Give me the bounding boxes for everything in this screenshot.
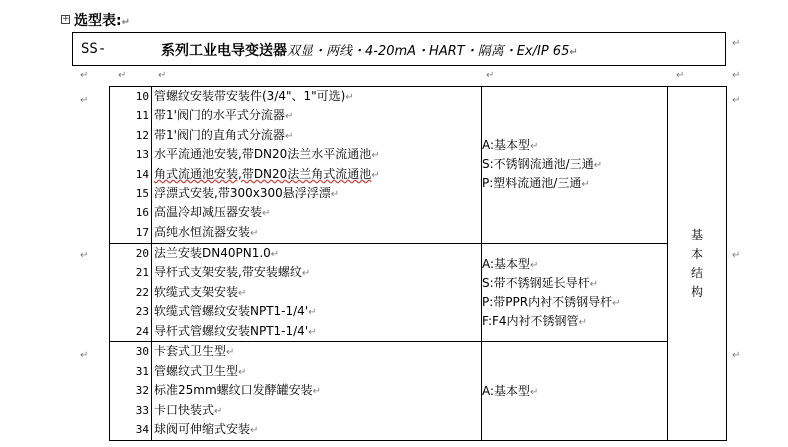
code-number: 12: [135, 128, 149, 142]
structure-label: 构: [690, 284, 703, 299]
mounting-description: 标准25mm螺纹口发酵罐安装↵: [154, 383, 322, 398]
option-item: A:基本型↵: [482, 138, 539, 153]
mounting-description: 管螺纹式卫生型↵: [154, 363, 247, 378]
code-number: 33: [135, 403, 149, 417]
paragraph-mark: ↵: [80, 350, 89, 361]
table-row: [110, 243, 727, 342]
paragraph-mark: ↵: [486, 70, 495, 81]
structure-label: 基: [690, 227, 703, 242]
mounting-description: 球阀可伸缩式安装↵: [154, 422, 259, 437]
mounting-description: 带1'阀门的直角式分流器↵: [154, 127, 294, 142]
paragraph-mark: ↵: [732, 70, 741, 81]
description-cell: [152, 87, 482, 244]
paragraph-mark: ↵: [80, 250, 89, 261]
mounting-description: 软缆式支架安装↵: [154, 284, 247, 299]
code-number: 13: [135, 148, 149, 162]
structure-cell: [668, 87, 727, 441]
table-move-handle-icon[interactable]: +: [62, 14, 70, 24]
product-features: 双显・两线・4-20mA・HART・隔离・Ex/IP 65: [287, 44, 570, 59]
mounting-description: 水平流通池安装,带DN20法兰水平流通池↵: [154, 147, 380, 162]
paragraph-mark: ↵: [676, 70, 685, 81]
paragraph-mark: ↵: [80, 70, 89, 81]
options-cell: [482, 342, 668, 441]
table-row: [110, 342, 727, 441]
paragraph-mark: ↵: [732, 38, 741, 49]
mounting-description: 高温冷却减压器安装↵: [154, 205, 271, 220]
code-number: 11: [135, 109, 149, 123]
section-heading: 选型表:↵: [74, 13, 130, 29]
paragraph-mark: ↵: [732, 350, 741, 361]
mounting-description: 管螺纹安装带安装件(3/4"、1"可选)↵: [154, 89, 354, 103]
mounting-description: 导杆式支架安装,带安装螺纹↵: [154, 265, 311, 280]
mounting-description: 导杆式管螺纹安装NPT1-1/4'↵: [154, 323, 317, 338]
paragraph-mark: ↵: [732, 250, 741, 261]
code-number: 34: [135, 423, 149, 437]
mounting-description: 卡套式卫生型↵: [154, 344, 235, 359]
option-item: P:带PPR内衬不锈钢导杆↵: [482, 294, 621, 309]
code-number: 20: [135, 246, 149, 260]
product-title-box: [72, 32, 726, 66]
code-cell: [110, 342, 152, 441]
option-item: S:不锈钢流通池/三通↵: [482, 157, 603, 172]
code-cell: [110, 243, 152, 342]
paragraph-mark: ↵: [732, 95, 741, 106]
product-title: 系列工业电导变送器双显・两线・4-20mA・HART・隔离・Ex/IP 65↵: [161, 43, 578, 59]
description-cell: [152, 342, 482, 441]
option-item: P:塑料流通池/三通↵: [482, 176, 590, 191]
code-cell: [110, 87, 152, 244]
code-number: 30: [135, 345, 149, 359]
paragraph-mark: ↵: [118, 70, 127, 81]
structure-label: 本: [690, 246, 703, 261]
code-number: 15: [135, 186, 149, 200]
description-cell: [152, 243, 482, 342]
mounting-description: 浮漂式安装,带300x300悬浮浮漂↵: [154, 185, 340, 200]
paragraph-mark: ↵: [158, 70, 167, 81]
code-number: 31: [135, 364, 149, 378]
structure-label: 结: [690, 265, 703, 280]
option-item: F:F4内衬不锈钢管↵: [482, 313, 587, 328]
code-number: 22: [135, 285, 149, 299]
paragraph-mark: ↵: [80, 95, 89, 106]
code-number: 16: [135, 206, 149, 220]
code-number: 24: [135, 324, 149, 338]
mounting-description: 带1'阀门的水平式分流器↵: [154, 108, 294, 123]
options-cell: [482, 243, 668, 342]
selection-table: [109, 86, 727, 441]
option-item: A:基本型↵: [482, 383, 539, 398]
option-item: A:基本型↵: [482, 256, 539, 271]
mounting-description: 高纯水恒流器安装↵: [154, 224, 259, 239]
mounting-description: 法兰安装DN40PN1.0↵: [154, 245, 280, 260]
code-number: 32: [135, 384, 149, 398]
option-item: S:带不锈钢延长导杆↵: [482, 275, 599, 290]
code-number: 17: [135, 225, 149, 239]
mounting-description: 软缆式管螺纹安装NPT1-1/4'↵: [154, 304, 317, 319]
code-number: 10: [135, 90, 149, 103]
table-row: [110, 87, 727, 244]
code-number: 23: [135, 305, 149, 319]
model-code: SS-: [81, 41, 107, 57]
options-cell: [482, 87, 668, 244]
mounting-description: 卡口快装式↵: [154, 402, 223, 417]
mounting-description: 角式流通池安装,带DN20法兰角式流通池↵: [154, 166, 380, 181]
code-number: 21: [135, 266, 149, 280]
code-number: 14: [135, 167, 149, 181]
